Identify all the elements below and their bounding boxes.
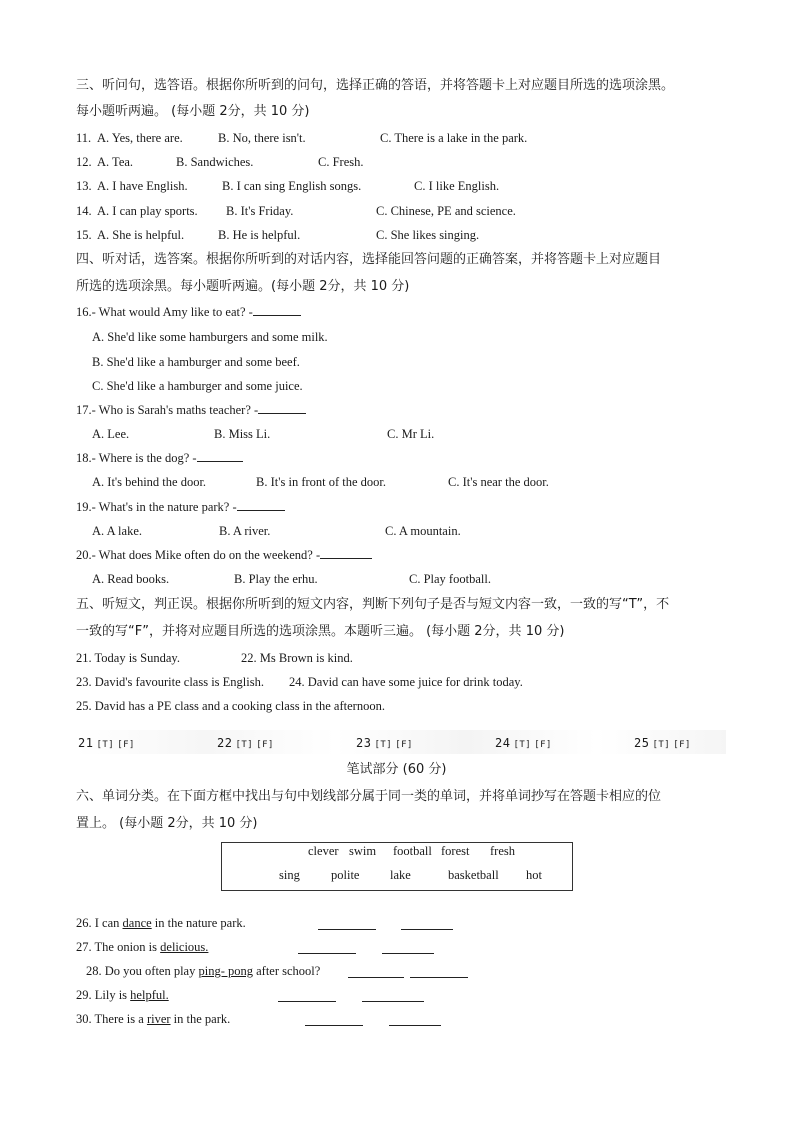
sentence-pre: 28. Do you often play — [86, 964, 199, 978]
question-stem — [76, 501, 285, 514]
question-number: 14. — [76, 204, 92, 218]
box-word: clever — [308, 844, 339, 858]
sentence — [76, 917, 246, 930]
bubble-number: 22 — [217, 736, 233, 750]
sentence — [86, 965, 320, 978]
question-stem — [76, 549, 372, 562]
answer-blank-2[interactable] — [389, 1024, 441, 1026]
bubble-t: [T] — [374, 740, 393, 750]
bubble-f: [F] — [256, 740, 274, 750]
bubble-t: [T] — [96, 740, 115, 750]
option-b: B. She'd like a hamburger and some beef. — [92, 355, 300, 369]
answer-blank — [253, 314, 301, 316]
option-c: C. It's near the door. — [448, 475, 549, 489]
answer-blank-1[interactable] — [298, 952, 356, 954]
answer-blank-2[interactable] — [401, 928, 453, 930]
sentence — [76, 1013, 230, 1026]
statement-22: 22. Ms Brown is kind. — [241, 651, 353, 665]
statement-25: 25. David has a PE class and a cooking class in the afternoon. — [76, 699, 385, 713]
option-a: A. I have English. — [97, 179, 188, 193]
answer-blank-1[interactable] — [348, 976, 404, 978]
underlined-word: ping- pong — [198, 964, 253, 978]
sentence-post: in the nature park. — [151, 916, 246, 930]
bubble-f: [F] — [395, 740, 413, 750]
option-a: A. Tea. — [97, 155, 134, 169]
section6-title-line2: 置上。 (每小题 2分，共 10 分) — [76, 816, 258, 831]
underlined-word: helpful. — [130, 988, 169, 1002]
option-c: C. She'd like a hamburger and some juice. — [92, 379, 303, 393]
bubble-f: [F] — [534, 740, 552, 750]
section4-title-line1: 四、听对话，选答案。根据你所听到的对话内容，选择能回答问题的正确答案，并将答题卡上对应题目 — [76, 252, 662, 267]
option-a: A. She is helpful. — [97, 228, 185, 242]
box-word: polite — [331, 868, 360, 882]
stem-text: 19.- What's in the nature park? - — [76, 500, 237, 514]
section6-title-line1: 六、单词分类。在下面方框中找出与句中划线部分属于同一类的单词，并将单词抄写在答题卡相应的位 — [76, 789, 662, 804]
section3-title-line1: 三、听问句，选答语。根据你所听到的问句，选择正确的答语，并将答题卡上对应题目所选的选项涂黑。 — [76, 78, 675, 93]
box-word: sing — [279, 868, 300, 882]
question-number: 11. — [76, 131, 92, 145]
option-c: C. Chinese, PE and science. — [376, 204, 516, 218]
sentence — [76, 989, 169, 1002]
option-a: A. Yes, there are. — [97, 131, 183, 145]
section5-title-line1: 五、听短文，判正误。根据你所听到的短文内容，判断下列句子是否与短文内容一致，一致的写“T”，不 — [76, 597, 670, 612]
option-b: B. Sandwiches. — [176, 155, 254, 169]
statement-24: 24. David can have some juice for drink today. — [289, 675, 523, 689]
bubble-f: [F] — [673, 740, 691, 750]
written-part-heading: 笔试部分 (60 分) — [346, 762, 447, 777]
option-c: C. Play football. — [409, 572, 491, 586]
underlined-word: dance — [122, 916, 152, 930]
answer-blank — [197, 460, 243, 462]
question-stem — [76, 404, 306, 417]
section3-title-line2: 每小题听两遍。 (每小题 2分，共 10 分) — [76, 104, 310, 119]
bubble-number: 21 — [78, 736, 94, 750]
section4-title-line2: 所选的选项涂黑。每小题听两遍。(每小题 2分，共 10 分) — [76, 279, 410, 294]
option-a: A. She'd like some hamburgers and some milk. — [92, 330, 328, 344]
option-c: C. Mr Li. — [387, 427, 435, 441]
option-c: C. Fresh. — [318, 155, 364, 169]
box-word: forest — [441, 844, 470, 858]
answer-blank — [237, 509, 285, 511]
answer-bubble-24[interactable] — [495, 736, 552, 750]
underlined-word: delicious. — [160, 940, 209, 954]
answer-bubble-22[interactable] — [217, 736, 274, 750]
option-a: A. I can play sports. — [97, 204, 198, 218]
section5-title-line2: 一致的写“F”，并将对应题目所选的选项涂黑。本题听三遍。 (每小题 2分，共 10 分) — [76, 624, 565, 639]
question-number: 12. — [76, 155, 92, 169]
option-a: A. It's behind the door. — [92, 475, 207, 489]
sentence — [76, 941, 208, 954]
box-word: hot — [526, 868, 542, 882]
statement-23: 23. David's favourite class is English. — [76, 675, 264, 689]
question-number: 15. — [76, 228, 92, 242]
option-b: B. I can sing English songs. — [222, 179, 362, 193]
stem-text: 20.- What does Mike often do on the weekend? - — [76, 548, 321, 562]
option-b: B. It's in front of the door. — [256, 475, 387, 489]
bubble-t: [T] — [513, 740, 532, 750]
sentence-post: after school? — [253, 964, 321, 978]
bubble-t: [T] — [235, 740, 254, 750]
bubble-number: 23 — [356, 736, 372, 750]
box-word: football — [393, 844, 432, 858]
answer-bubble-23[interactable] — [356, 736, 413, 750]
option-c: C. A mountain. — [385, 524, 461, 538]
question-stem — [76, 306, 301, 319]
option-a: A. A lake. — [92, 524, 142, 538]
box-word: lake — [390, 868, 411, 882]
option-b: B. A river. — [219, 524, 271, 538]
answer-blank — [258, 412, 306, 414]
sentence-post: in the park. — [170, 1012, 231, 1026]
answer-blank-2[interactable] — [362, 1000, 424, 1002]
sentence-pre: 30. There is a — [76, 1012, 147, 1026]
stem-text: 18.- Where is the dog? - — [76, 451, 197, 465]
option-a: A. Read books. — [92, 572, 170, 586]
option-c: C. She likes singing. — [376, 228, 480, 242]
option-a: A. Lee. — [92, 427, 130, 441]
sentence-pre: 27. The onion is — [76, 940, 161, 954]
box-word: basketball — [448, 868, 499, 882]
stem-text: 16.- What would Amy like to eat? - — [76, 305, 253, 319]
bubble-number: 24 — [495, 736, 511, 750]
answer-blank-1[interactable] — [278, 1000, 336, 1002]
box-word: swim — [349, 844, 377, 858]
answer-bubble-25[interactable] — [634, 736, 691, 750]
option-b: B. No, there isn't. — [218, 131, 306, 145]
option-c: C. I like English. — [414, 179, 500, 193]
question-stem — [76, 452, 243, 465]
bubble-t: [T] — [652, 740, 671, 750]
bubble-f: [F] — [117, 740, 135, 750]
stem-text: 17.- Who is Sarah's maths teacher? - — [76, 403, 259, 417]
option-b: B. Miss Li. — [214, 427, 271, 441]
option-b: B. He is helpful. — [218, 228, 301, 242]
sentence-pre: 29. Lily is — [76, 988, 131, 1002]
answer-sheet-strip — [76, 730, 726, 754]
answer-blank — [320, 557, 372, 559]
word-box — [221, 842, 573, 891]
bubble-number: 25 — [634, 736, 650, 750]
box-word: fresh — [490, 844, 515, 858]
underlined-word: river — [146, 1012, 171, 1026]
option-b: B. It's Friday. — [226, 204, 294, 218]
answer-bubble-21[interactable] — [78, 736, 135, 750]
answer-blank-2[interactable] — [382, 952, 434, 954]
answer-blank-2[interactable] — [410, 976, 468, 978]
option-c: C. There is a lake in the park. — [380, 131, 528, 145]
statement-21: 21. Today is Sunday. — [76, 651, 180, 665]
question-number: 13. — [76, 179, 92, 193]
option-b: B. Play the erhu. — [234, 572, 318, 586]
answer-blank-1[interactable] — [305, 1024, 363, 1026]
answer-blank-1[interactable] — [318, 928, 376, 930]
sentence-pre: 26. I can — [76, 916, 123, 930]
